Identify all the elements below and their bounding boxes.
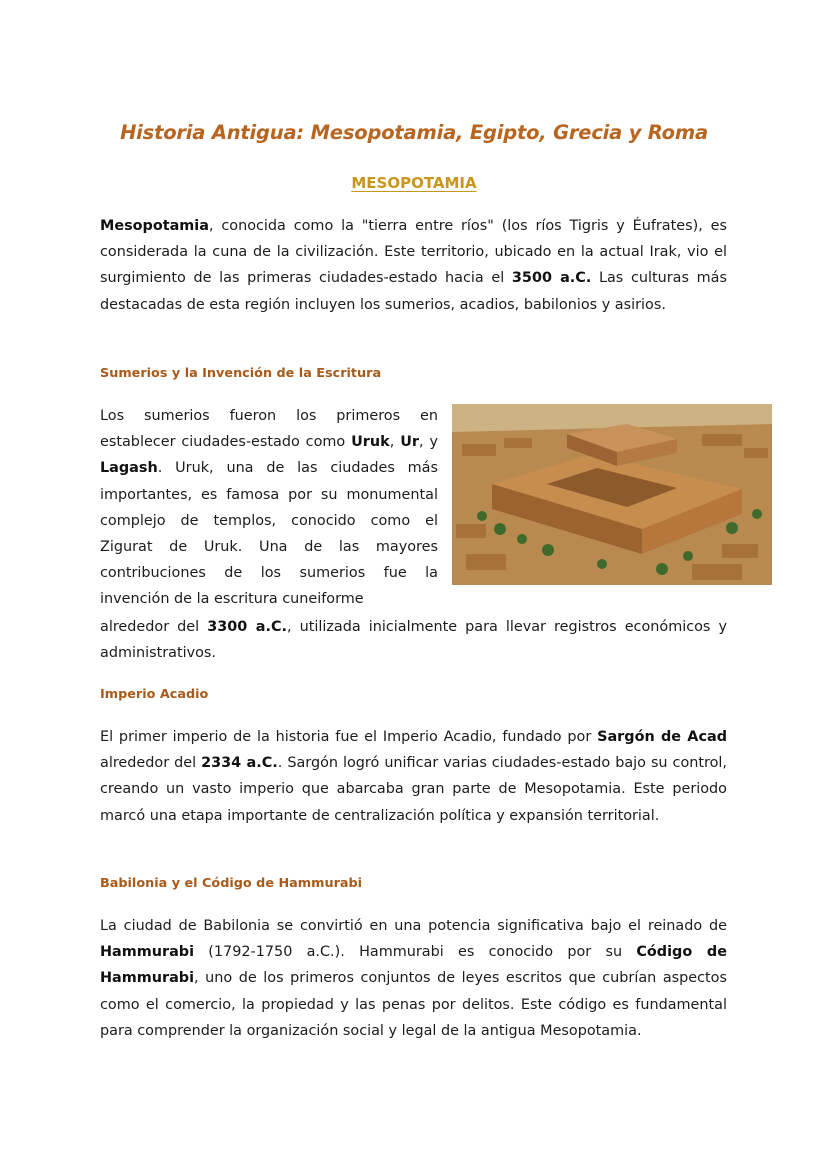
bold-term: 2334 a.C. — [201, 755, 278, 772]
intro-paragraph — [100, 213, 727, 318]
text-span: . Uruk, una de las ciudades más importantes, es famosa por su monumental complejo de templos, conocido como el Zigurat de Uruk. Una de las mayores contribuciones de los sumerios fue la invención de la escritura cuneiforme — [100, 460, 438, 608]
bold-term: Uruk — [351, 434, 390, 451]
bold-term: 3300 a.C. — [207, 619, 287, 635]
text-span: (1792-1750 a.C.). Hammurabi es conocido por su — [194, 944, 637, 961]
subheading-babilonia: Babilonia y el Código de Hammurabi — [100, 876, 363, 891]
bold-term: Hammurabi — [100, 944, 195, 961]
text-span: Los sumerios fueron los primeros en establecer ciudades-estado como — [100, 408, 438, 451]
bold-term: Código de Hammurabi — [100, 944, 727, 987]
bold-term: Lagash — [100, 460, 158, 477]
document-title: Historia Antigua: Mesopotamia, Egipto, Grecia y Roma — [120, 121, 708, 144]
text-span: , conocida como la "tierra entre ríos" (los ríos Tigris y Éufrates), es considerada la cuna de la civilización. Este territorio, ubicado en la actual Irak, vio el surgimiento de las primeras ciudades-estado hacia el — [100, 218, 727, 287]
section-title: MESOPOTAMIA — [351, 174, 477, 192]
text-span: , utilizada inicialmente para llevar registros económicos y administrativos. — [100, 619, 727, 662]
bold-term: Ur — [400, 434, 419, 451]
text-span: El primer imperio de la historia fue el Imperio Acadio, fundado por — [100, 729, 598, 745]
babilonia-paragraph — [100, 913, 727, 1044]
text-span: La ciudad de Babilonia se convirtió en una potencia significativa bajo el reinado de — [100, 918, 727, 934]
bold-term: Sargón de Acad — [597, 729, 727, 745]
bold-term: Mesopotamia — [100, 218, 209, 234]
bold-term: 3500 a.C. — [511, 270, 592, 287]
subheading-acadio: Imperio Acadio — [100, 687, 209, 702]
subheading-sumerios: Sumerios y la Invención de la Escritura — [100, 366, 382, 381]
sumerios-paragraph — [100, 403, 438, 613]
text-span: alrededor del — [100, 619, 208, 635]
text-span: , — [389, 434, 401, 451]
text-span: , uno de los primeros conjuntos de leyes escritos que cubrían aspectos como el comercio, la propiedad y las penas por delitos. Este código es fundamental para comprender la organización social y legal de la antigua Mesopotamia. — [100, 970, 727, 1039]
text-span: , y — [419, 434, 438, 451]
sumerios-paragraph-continued — [100, 614, 727, 666]
ziggurat-image — [452, 404, 772, 585]
text-span: . Sargón logró unificar varias ciudades-estado bajo su control, creando un vasto imperio que abarcaba gran parte de Mesopotamia. Este periodo marcó una etapa importante de centralización política y expansión territorial. — [100, 755, 727, 824]
text-span: Las culturas más destacadas de esta región incluyen los sumerios, acadios, babilonios y asirios. — [100, 270, 727, 313]
acadio-paragraph — [100, 724, 727, 829]
text-span: alrededor del — [100, 755, 202, 772]
